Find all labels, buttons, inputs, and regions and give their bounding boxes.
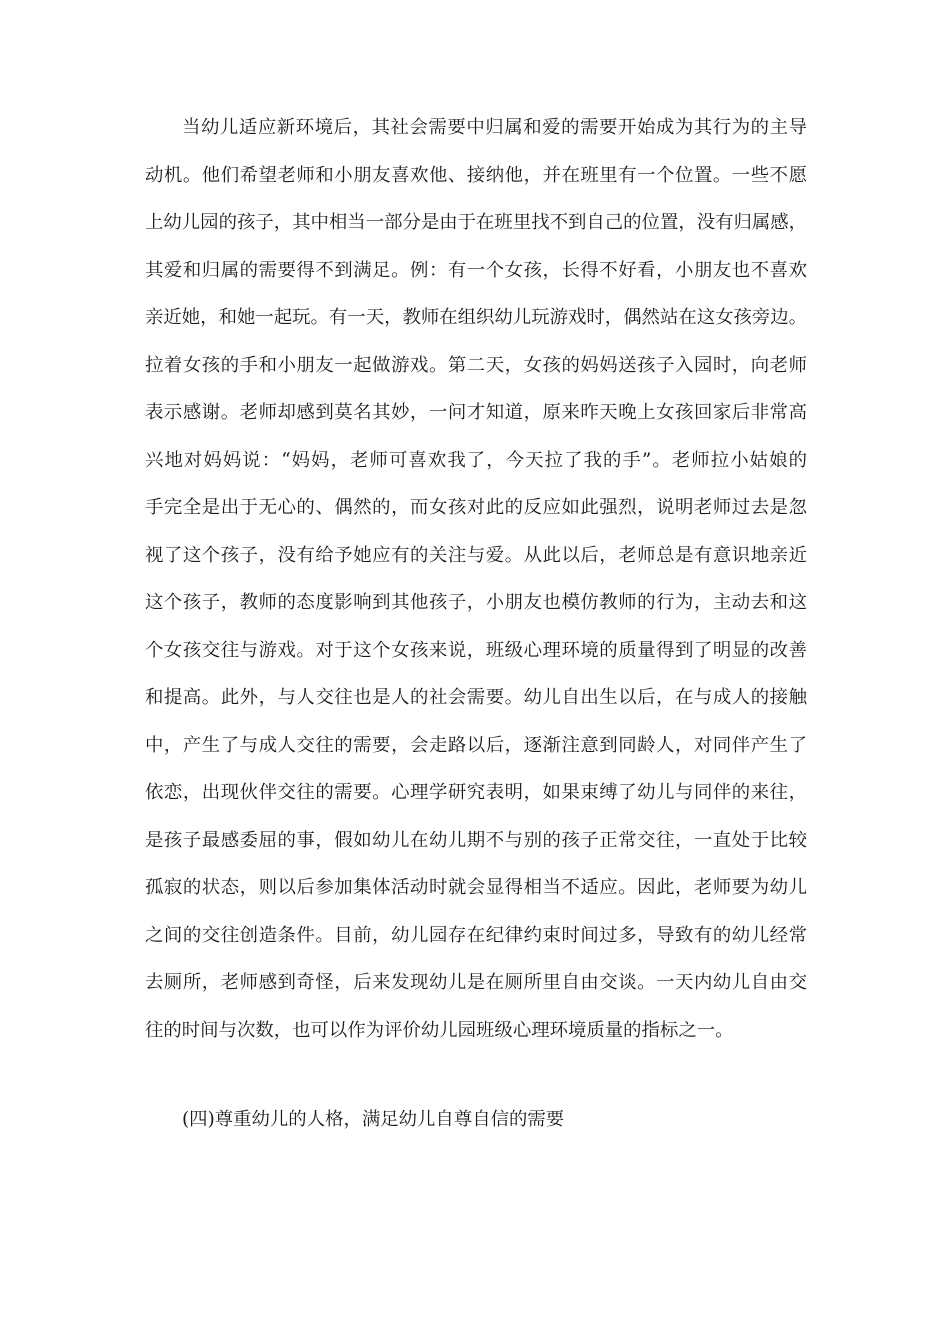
paragraph-line: 拉着女孩的手和小朋友一起做游戏。第二天，女孩的妈妈送孩子入园时，向老师 [145,354,807,376]
paragraph-line: 视了这个孩子，没有给予她应有的关注与爱。从此以后，老师总是有意识地亲近 [145,544,807,566]
paragraph-line: 表示感谢。老师却感到莫名其妙，一问才知道，原来昨天晚上女孩回家后非常高 [145,402,807,423]
section-heading: (四)尊重幼儿的人格，满足幼儿自尊自信的需要 [182,1109,565,1130]
paragraph-line: 上幼儿园的孩子，其中相当一部分是由于在班里找不到自己的位置，没有归属感， [145,212,808,233]
paragraph-line: 当幼儿适应新环境后，其社会需要中归属和爱的需要开始成为其行为的主导 [182,117,807,138]
paragraph-line: 是孩子最感委屈的事，假如幼儿在幼儿期不与别的孩子正常交往，一直处于比较 [145,829,807,851]
paragraph-line: 手完全是出于无心的、偶然的，而女孩对此的反应如此强烈，说明老师过去是忽 [145,497,807,518]
paragraph-line: 去厕所，老师感到奇怪，后来发现幼儿是在厕所里自由交谈。一天内幼儿自由交 [145,972,807,993]
paragraph-line: 中，产生了与成人交往的需要，会走路以后，逐渐注意到同龄人，对同伴产生了 [145,734,807,756]
paragraph-line: 往的时间与次数，也可以作为评价幼儿园班级心理环境质量的指标之一。 [145,1019,734,1041]
paragraph-line: 其爱和归属的需要得不到满足。例：有一个女孩，长得不好看，小朋友也不喜欢 [145,259,807,281]
paragraph-line: 动机。他们希望老师和小朋友喜欢他、接纳他，并在班里有一个位置。一些不愿 [145,164,807,186]
paragraph-line: 和提高。此外，与人交往也是人的社会需要。幼儿自出生以后，在与成人的接触 [145,687,807,708]
paragraph-line: 之间的交往创造条件。目前，幼儿园存在纪律约束时间过多，导致有的幼儿经常 [145,924,807,946]
paragraph-line: 个女孩交往与游戏。对于这个女孩来说，班级心理环境的质量得到了明显的改善 [145,639,807,661]
paragraph-line: 依恋，出现伙伴交往的需要。心理学研究表明，如果束缚了幼儿与同伴的来往， [145,782,807,803]
paragraph-line: 兴地对妈妈说：“妈妈，老师可喜欢我了，今天拉了我的手”。老师拉小姑娘的 [145,449,807,471]
paragraph-line: 这个孩子，教师的态度影响到其他孩子，小朋友也模仿教师的行为，主动去和这 [145,592,807,613]
paragraph-line: 亲近她，和她一起玩。有一天，教师在组织幼儿玩游戏时，偶然站在这女孩旁边。 [145,307,808,328]
body-paragraph [145,104,807,1054]
paragraph-line: 孤寂的状态，则以后参加集体活动时就会显得相当不适应。因此，老师要为幼儿 [145,877,807,898]
